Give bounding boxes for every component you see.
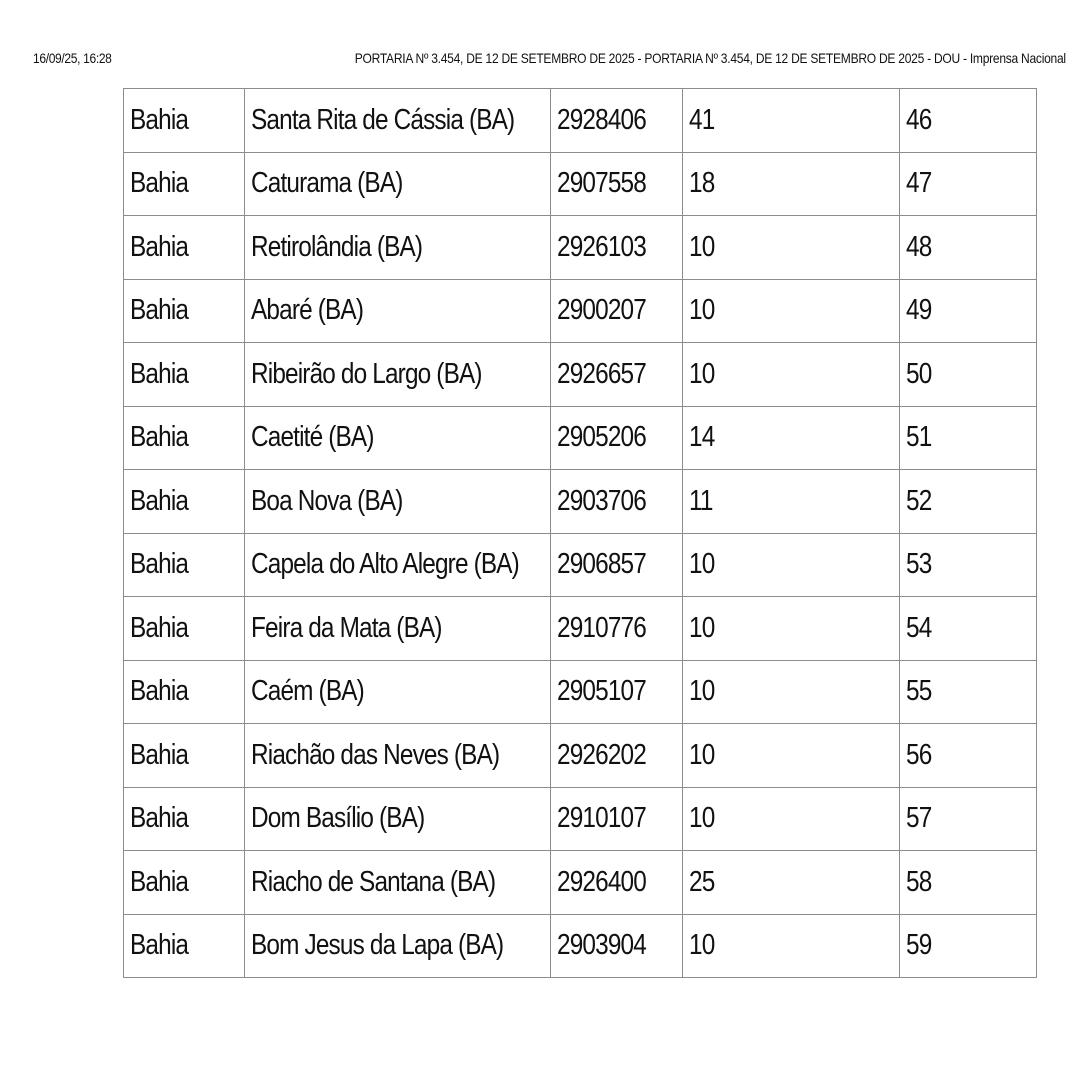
order-number-cell (900, 597, 1037, 661)
order-number-cell (900, 152, 1037, 216)
table-row (124, 216, 1037, 280)
table-row (124, 279, 1037, 343)
table-row (124, 724, 1037, 788)
print-datetime: 16/09/25, 16:28 (33, 50, 112, 66)
ibge-code-cell (551, 470, 683, 534)
ibge-code-cell (551, 406, 683, 470)
order-number-cell-text: 56 (906, 738, 932, 771)
state-cell (124, 724, 245, 788)
ibge-code-cell (551, 89, 683, 153)
state-cell (124, 279, 245, 343)
quantity-cell (683, 724, 900, 788)
state-cell-text: Bahia (130, 230, 189, 263)
municipality-cell-text: Capela do Alto Alegre (BA) (251, 548, 519, 581)
ibge-code-cell (551, 216, 683, 280)
municipality-cell (245, 279, 551, 343)
state-cell-text: Bahia (130, 929, 189, 962)
municipality-cell (245, 89, 551, 153)
ibge-code-cell (551, 279, 683, 343)
state-cell-text: Bahia (130, 548, 189, 581)
municipality-cell-text: Feira da Mata (BA) (251, 611, 442, 644)
order-number-cell-text: 51 (906, 421, 932, 454)
ibge-code-cell (551, 914, 683, 978)
state-cell (124, 406, 245, 470)
municipality-cell (245, 470, 551, 534)
order-number-cell (900, 851, 1037, 915)
order-number-cell-text: 55 (906, 675, 932, 708)
state-cell (124, 851, 245, 915)
quantity-cell-text: 10 (689, 929, 715, 962)
ibge-code-cell-text: 2926202 (557, 738, 646, 771)
state-cell-text: Bahia (130, 357, 189, 390)
order-number-cell (900, 660, 1037, 724)
quantity-cell-text: 10 (689, 675, 715, 708)
ibge-code-cell-text: 2905206 (557, 421, 646, 454)
table-row (124, 152, 1037, 216)
municipality-cell-text: Ribeirão do Largo (BA) (251, 357, 482, 390)
quantity-cell (683, 406, 900, 470)
ibge-code-cell (551, 724, 683, 788)
state-cell-text: Bahia (130, 865, 189, 898)
quantity-cell-text: 41 (689, 103, 715, 136)
municipality-cell (245, 914, 551, 978)
table-row (124, 787, 1037, 851)
quantity-cell-text: 10 (689, 802, 715, 835)
municipality-cell (245, 216, 551, 280)
state-cell-text: Bahia (130, 294, 189, 327)
order-number-cell-text: 47 (906, 167, 932, 200)
municipality-cell-text: Abaré (BA) (251, 294, 364, 327)
municipality-cell (245, 851, 551, 915)
order-number-cell (900, 787, 1037, 851)
table-row (124, 406, 1037, 470)
table-row (124, 660, 1037, 724)
ibge-code-cell-text: 2926400 (557, 865, 646, 898)
municipality-cell (245, 406, 551, 470)
ibge-code-cell-text: 2900207 (557, 294, 646, 327)
order-number-cell (900, 914, 1037, 978)
order-number-cell-text: 52 (906, 484, 932, 517)
quantity-cell (683, 597, 900, 661)
order-number-cell-text: 48 (906, 230, 932, 263)
ibge-code-cell-text: 2906857 (557, 548, 646, 581)
table-body (124, 89, 1037, 978)
ibge-code-cell-text: 2926103 (557, 230, 646, 263)
municipality-cell-text: Bom Jesus da Lapa (BA) (251, 929, 504, 962)
quantity-cell (683, 216, 900, 280)
order-number-cell-text: 50 (906, 357, 932, 390)
order-number-cell (900, 89, 1037, 153)
quantity-cell-text: 25 (689, 865, 715, 898)
municipality-cell (245, 343, 551, 407)
state-cell (124, 216, 245, 280)
state-cell-text: Bahia (130, 802, 189, 835)
order-number-cell (900, 724, 1037, 788)
table-row (124, 343, 1037, 407)
state-cell (124, 89, 245, 153)
municipality-cell-text: Caetité (BA) (251, 421, 374, 454)
state-cell-text: Bahia (130, 675, 189, 708)
ibge-code-cell (551, 787, 683, 851)
table-row (124, 470, 1037, 534)
municipality-cell (245, 533, 551, 597)
quantity-cell (683, 152, 900, 216)
municipality-cell-text: Caém (BA) (251, 675, 364, 708)
municipality-cell-text: Retirolândia (BA) (251, 230, 423, 263)
quantity-cell-text: 10 (689, 611, 715, 644)
state-cell (124, 660, 245, 724)
ibge-code-cell-text: 2910107 (557, 802, 646, 835)
quantity-cell-text: 11 (689, 484, 713, 517)
municipality-cell (245, 787, 551, 851)
ibge-code-cell (551, 533, 683, 597)
print-page-title: PORTARIA Nº 3.454, DE 12 DE SETEMBRO DE 2025 - PORTARIA Nº 3.454, DE 12 DE SETEMBRO DE 2025 - DOU - Imprensa Nacional (354, 50, 1066, 66)
ibge-code-cell (551, 152, 683, 216)
order-number-cell (900, 216, 1037, 280)
state-cell-text: Bahia (130, 738, 189, 771)
quantity-cell-text: 14 (689, 421, 715, 454)
state-cell (124, 914, 245, 978)
municipality-cell (245, 660, 551, 724)
order-number-cell (900, 533, 1037, 597)
table-row (124, 533, 1037, 597)
quantity-cell (683, 279, 900, 343)
municipality-cell-text: Caturama (BA) (251, 167, 403, 200)
municipality-cell-text: Santa Rita de Cássia (BA) (251, 103, 515, 136)
quantity-cell-text: 18 (689, 167, 715, 200)
state-cell (124, 343, 245, 407)
municipality-cell-text: Dom Basílio (BA) (251, 802, 425, 835)
quantity-cell (683, 787, 900, 851)
ibge-code-cell (551, 660, 683, 724)
order-number-cell-text: 46 (906, 103, 932, 136)
state-cell (124, 597, 245, 661)
ibge-code-cell-text: 2905107 (557, 675, 646, 708)
quantity-cell-text: 10 (689, 357, 715, 390)
order-number-cell (900, 406, 1037, 470)
ibge-code-cell (551, 343, 683, 407)
ibge-code-cell-text: 2928406 (557, 103, 646, 136)
municipality-cell (245, 597, 551, 661)
municipality-cell-text: Riachão das Neves (BA) (251, 738, 500, 771)
municipality-cell-text: Riacho de Santana (BA) (251, 865, 496, 898)
table-row (124, 89, 1037, 153)
order-number-cell-text: 58 (906, 865, 932, 898)
ibge-code-cell-text: 2903904 (557, 929, 646, 962)
ibge-code-cell (551, 851, 683, 915)
state-cell-text: Bahia (130, 611, 189, 644)
order-number-cell-text: 57 (906, 802, 932, 835)
order-number-cell-text: 53 (906, 548, 932, 581)
state-cell-text: Bahia (130, 167, 189, 200)
table-row (124, 914, 1037, 978)
quantity-cell (683, 470, 900, 534)
table-row (124, 851, 1037, 915)
state-cell-text: Bahia (130, 484, 189, 517)
state-cell-text: Bahia (130, 103, 189, 136)
ibge-code-cell-text: 2910776 (557, 611, 646, 644)
ibge-code-cell-text: 2907558 (557, 167, 646, 200)
municipality-cell (245, 152, 551, 216)
ibge-code-cell-text: 2903706 (557, 484, 646, 517)
ibge-code-cell (551, 597, 683, 661)
order-number-cell (900, 343, 1037, 407)
table-row (124, 597, 1037, 661)
order-number-cell-text: 49 (906, 294, 932, 327)
quantity-cell (683, 660, 900, 724)
state-cell (124, 533, 245, 597)
order-number-cell-text: 54 (906, 611, 932, 644)
quantity-cell (683, 914, 900, 978)
quantity-cell-text: 10 (689, 294, 715, 327)
quantity-cell (683, 89, 900, 153)
print-header (0, 50, 1080, 72)
quantity-cell (683, 851, 900, 915)
municipality-cell-text: Boa Nova (BA) (251, 484, 403, 517)
quantity-cell (683, 343, 900, 407)
order-number-cell-text: 59 (906, 929, 932, 962)
quantity-cell-text: 10 (689, 738, 715, 771)
municipality-cell (245, 724, 551, 788)
state-cell (124, 152, 245, 216)
state-cell-text: Bahia (130, 421, 189, 454)
order-number-cell (900, 279, 1037, 343)
quantity-cell (683, 533, 900, 597)
state-cell (124, 787, 245, 851)
state-cell (124, 470, 245, 534)
quantity-cell-text: 10 (689, 230, 715, 263)
ibge-code-cell-text: 2926657 (557, 357, 646, 390)
quantity-cell-text: 10 (689, 548, 715, 581)
municipality-table (123, 88, 1037, 978)
order-number-cell (900, 470, 1037, 534)
